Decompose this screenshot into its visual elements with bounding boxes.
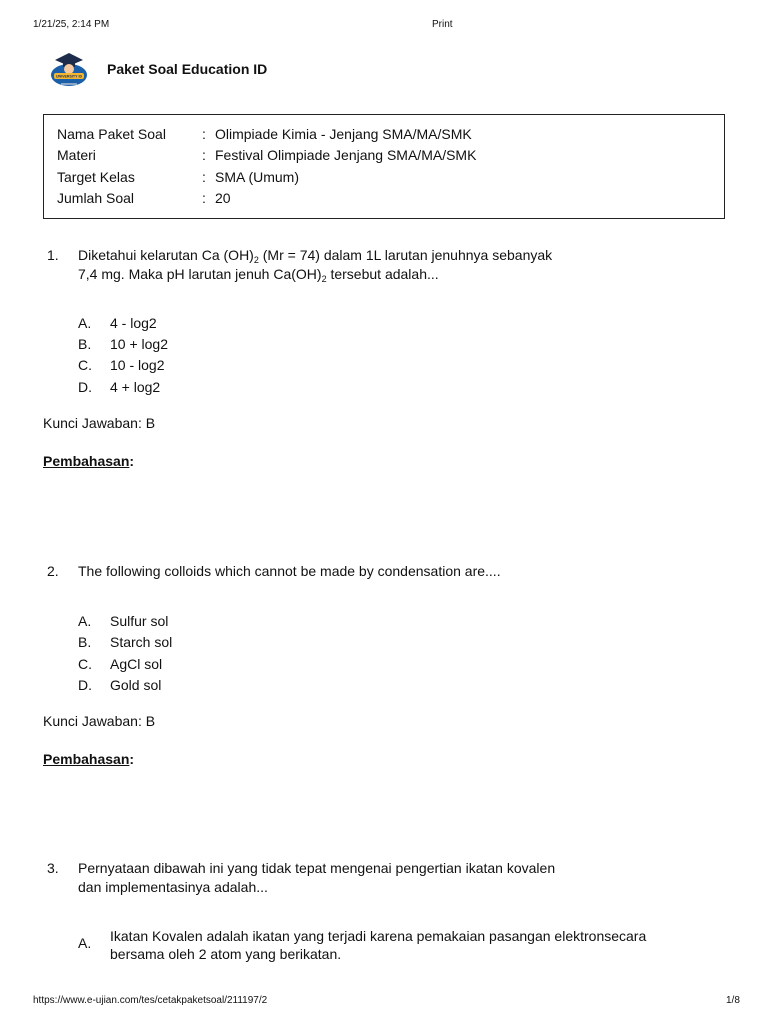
brand-name: Paket Soal Education ID [107, 61, 268, 77]
option-text-line-1: Ikatan Kovalen adalah ikatan yang terjadi karena pemakaian pasangan elektronsecara [110, 928, 647, 944]
info-label: Target Kelas [57, 169, 135, 185]
option-letter: A. [78, 315, 92, 331]
option-text-line-2: bersama oleh 2 atom yang berikatan. [110, 946, 342, 962]
option-letter: B. [78, 634, 92, 650]
option-text: 4 + log2 [110, 379, 161, 395]
option-letter: D. [78, 379, 92, 395]
text-part: Diketahui kelarutan Ca (OH) [78, 247, 254, 263]
info-value: 20 [215, 190, 231, 206]
option-letter: A. [78, 935, 92, 951]
option-text: AgCl sol [110, 656, 163, 672]
info-colon: : [202, 169, 206, 185]
print-title: Print [432, 19, 453, 30]
info-value: Festival Olimpiade Jenjang SMA/MA/SMK [215, 147, 477, 163]
info-label: Materi [57, 147, 96, 163]
question-1-discussion-heading [43, 453, 134, 469]
question-2-text: The following colloids which cannot be made by condensation are.... [78, 563, 501, 579]
info-value: SMA (Umum) [215, 169, 299, 185]
question-3-line-1: Pernyataan dibawah ini yang tidak tepat mengenai pengertian ikatan kovalen [78, 860, 556, 876]
package-info-box [43, 114, 725, 219]
question-1-line-1 [78, 246, 638, 265]
footer-url: https://www.e-ujian.com/tes/cetakpaketsoal/211197/2 [33, 995, 268, 1006]
info-colon: : [202, 190, 206, 206]
question-1-text [78, 246, 638, 284]
option-text: Sulfur sol [110, 613, 169, 629]
question-2-answer-key: Kunci Jawaban: B [43, 713, 156, 729]
info-label: Nama Paket Soal [57, 126, 166, 142]
text-part: 7,4 mg. Maka pH larutan jenuh Ca(OH) [78, 266, 322, 282]
logo-text: UNIVERSITY ID [55, 74, 83, 79]
option-letter: B. [78, 336, 92, 352]
print-datetime: 1/21/25, 2:14 PM [33, 19, 110, 30]
question-3-number: 3. [47, 860, 59, 876]
question-1-number: 1. [47, 247, 59, 263]
option-text: 10 + log2 [110, 336, 168, 352]
option-letter: A. [78, 613, 92, 629]
info-colon: : [202, 126, 206, 142]
question-1-line-2 [78, 265, 638, 284]
option-text: 10 - log2 [110, 357, 165, 373]
education-id-logo [49, 51, 89, 89]
footer-page-number: 1/8 [726, 995, 740, 1006]
option-letter: C. [78, 656, 92, 672]
text-part: (Mr = 74) dalam 1L larutan jenuhnya sebanyak [258, 247, 553, 263]
question-1-answer-key: Kunci Jawaban: B [43, 415, 156, 431]
option-text: Starch sol [110, 634, 173, 650]
option-text: 4 - log2 [110, 315, 157, 331]
question-2-number: 2. [47, 563, 59, 579]
discussion-colon: : [129, 751, 135, 767]
option-letter: D. [78, 677, 92, 693]
info-value: Olimpiade Kimia - Jenjang SMA/MA/SMK [215, 126, 472, 142]
question-2-discussion-heading [43, 751, 134, 767]
subscript: 2 [253, 255, 259, 265]
option-letter: C. [78, 357, 92, 373]
text-part: tersebut adalah... [326, 266, 439, 282]
option-text: Gold sol [110, 677, 162, 693]
discussion-label: Pembahasan [43, 751, 130, 767]
subscript: 2 [321, 274, 327, 284]
question-3-line-2: dan implementasinya adalah... [78, 879, 268, 895]
discussion-colon: : [129, 453, 135, 469]
info-label: Jumlah Soal [57, 190, 135, 206]
question-3-option-a-text [110, 927, 646, 963]
question-3-text [78, 859, 638, 897]
discussion-label: Pembahasan [43, 453, 130, 469]
info-colon: : [202, 147, 206, 163]
